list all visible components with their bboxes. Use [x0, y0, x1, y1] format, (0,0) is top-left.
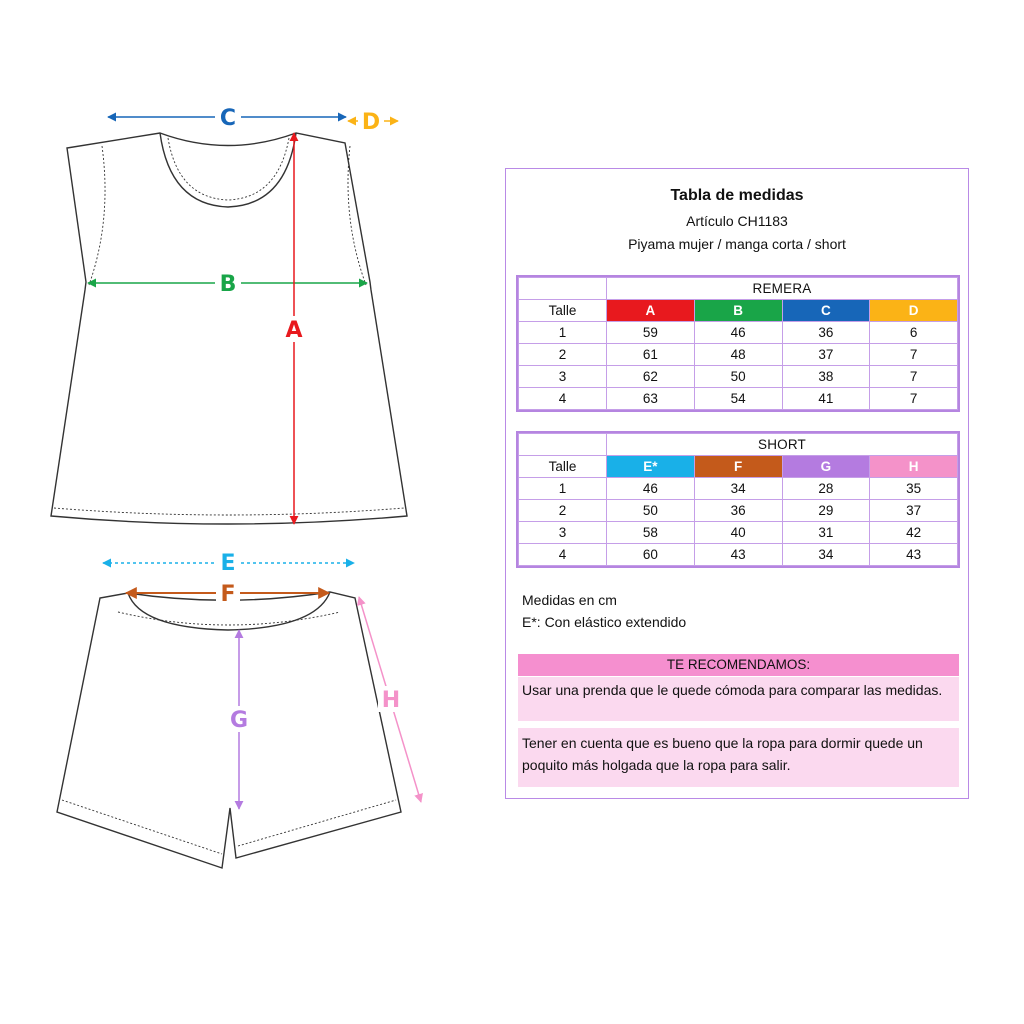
value-cell: 50 [694, 366, 782, 388]
value-cell: 43 [870, 544, 958, 566]
recommend-tip-1: Usar una prenda que le quede cómoda para comparar las medidas. [518, 677, 959, 721]
value-cell: 36 [694, 500, 782, 522]
table-row [519, 478, 958, 500]
remera-size-header: Talle [519, 300, 607, 322]
value-cell: 31 [782, 522, 870, 544]
value-cell: 34 [694, 478, 782, 500]
table-row [519, 500, 958, 522]
remera-col-d: D [870, 300, 958, 322]
table-row [519, 522, 958, 544]
value-cell: 28 [782, 478, 870, 500]
dim-label-e: E [220, 551, 236, 576]
value-cell: 59 [607, 322, 695, 344]
size-cell: 2 [519, 500, 607, 522]
value-cell: 40 [694, 522, 782, 544]
recommend-tip-2: Tener en cuenta que es bueno que la ropa para dormir quede un poquito más holgada que la ropa para salir. [518, 728, 959, 787]
dim-label-f: F [220, 582, 236, 607]
card-product: Piyama mujer / manga corta / short [628, 236, 846, 252]
size-cell: 2 [519, 344, 607, 366]
value-cell: 60 [607, 544, 695, 566]
value-cell: 37 [870, 500, 958, 522]
dim-label-a: A [285, 318, 303, 343]
short-col-h: H [870, 456, 958, 478]
table-row [519, 544, 958, 566]
value-cell: 62 [607, 366, 695, 388]
value-cell: 37 [782, 344, 870, 366]
recommend-heading: TE RECOMENDAMOS: [518, 654, 959, 676]
value-cell: 41 [782, 388, 870, 410]
size-cell: 1 [519, 478, 607, 500]
remera-col-a: A [607, 300, 695, 322]
table-row [519, 322, 958, 344]
size-cell: 4 [519, 388, 607, 410]
measurement-card [505, 168, 969, 799]
size-cell: 3 [519, 522, 607, 544]
elastic-note: E*: Con elástico extendido [522, 614, 687, 630]
value-cell: 7 [870, 366, 958, 388]
value-cell: 6 [870, 322, 958, 344]
value-cell: 43 [694, 544, 782, 566]
table-row [519, 388, 958, 410]
short-size-header: Talle [519, 456, 607, 478]
short-section-header: SHORT [607, 434, 958, 456]
value-cell: 54 [694, 388, 782, 410]
card-article: Artículo CH1183 [686, 213, 788, 229]
value-cell: 63 [607, 388, 695, 410]
card-title: Tabla de medidas [670, 187, 804, 204]
value-cell: 36 [782, 322, 870, 344]
value-cell: 58 [607, 522, 695, 544]
value-cell: 50 [607, 500, 695, 522]
dim-label-h: H [381, 688, 401, 713]
value-cell: 42 [870, 522, 958, 544]
units-note: Medidas en cm [522, 592, 617, 608]
size-cell: 1 [519, 322, 607, 344]
dim-label-b: B [219, 272, 237, 297]
size-cell: 4 [519, 544, 607, 566]
remera-table [518, 277, 958, 410]
dim-label-c: C [219, 106, 237, 131]
value-cell: 34 [782, 544, 870, 566]
value-cell: 48 [694, 344, 782, 366]
table-row [519, 366, 958, 388]
value-cell: 38 [782, 366, 870, 388]
size-cell: 3 [519, 366, 607, 388]
short-col-g: G [782, 456, 870, 478]
value-cell: 7 [870, 344, 958, 366]
table-row [519, 344, 958, 366]
table-corner-cell [519, 434, 607, 456]
value-cell: 61 [607, 344, 695, 366]
value-cell: 46 [694, 322, 782, 344]
tshirt-drawing [51, 133, 407, 524]
value-cell: 7 [870, 388, 958, 410]
value-cell: 29 [782, 500, 870, 522]
remera-col-b: B [694, 300, 782, 322]
short-col-e: E* [607, 456, 695, 478]
value-cell: 35 [870, 478, 958, 500]
dim-label-d: D [361, 110, 381, 135]
short-col-f: F [694, 456, 782, 478]
value-cell: 46 [607, 478, 695, 500]
short-table [518, 433, 958, 566]
dim-label-g: G [229, 708, 249, 733]
remera-section-header: REMERA [607, 278, 958, 300]
remera-col-c: C [782, 300, 870, 322]
garment-diagram [0, 0, 500, 1024]
table-corner-cell [519, 278, 607, 300]
